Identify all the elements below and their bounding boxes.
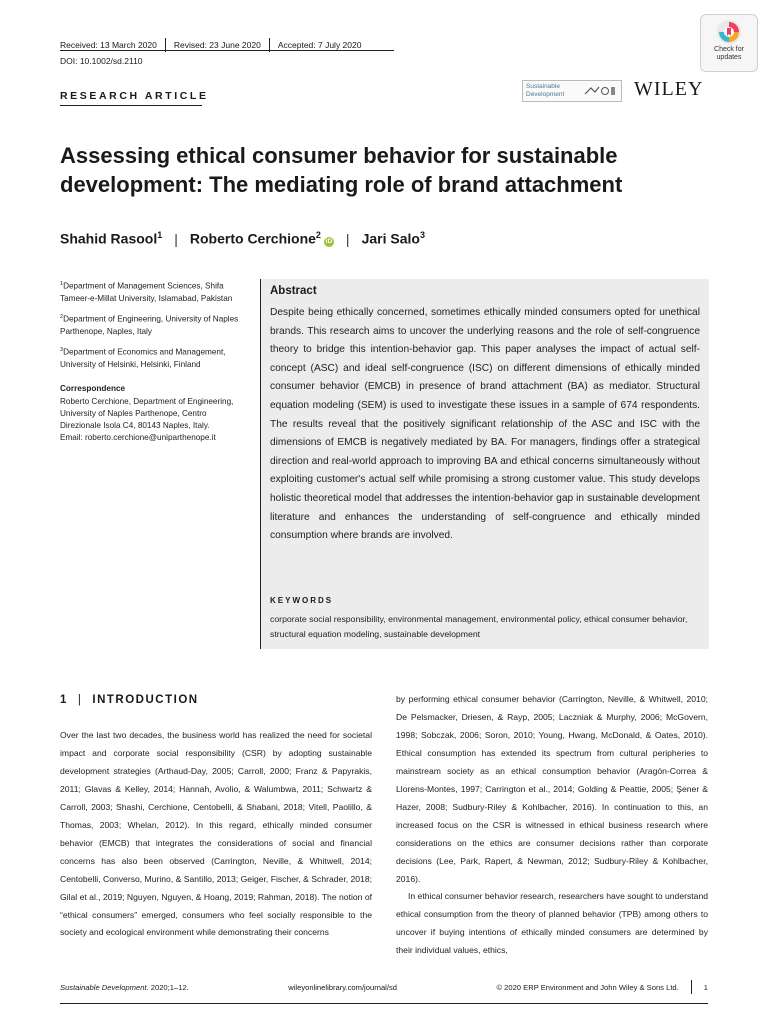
abstract-heading: Abstract [270, 285, 317, 297]
body-column-right [396, 691, 708, 960]
affiliations [60, 278, 248, 444]
article-type: RESEARCH ARTICLE [60, 90, 209, 102]
article-title: Assessing ethical consumer behavior for sustainable development: The mediating role of brand attachment [60, 143, 623, 197]
page-number: 1 [703, 982, 708, 992]
author-separator: | [345, 230, 350, 247]
footer-copyright: © 2020 ERP Environment and John Wiley & Sons Ltd. [496, 982, 679, 992]
divider [691, 980, 692, 994]
correspondence-address: Roberto Cerchione, Department of Engineering, University of Naples Parthenope, Centro Direzionale Isola C4, 80143 Naples, Italy. [60, 396, 234, 431]
page-footer [60, 980, 708, 994]
paragraph: In ethical consumer behavior research, researchers have sought to understand ethical consumption from the theory of planned behavior (TPB) among others to uncover if buying intentions of ethically minded consumers are determined by their individual values, ethics, [396, 891, 708, 956]
footer-citation: Sustainable Development. 2020;1–12. [60, 982, 189, 992]
check-for-updates-label: Check for updates [714, 46, 744, 61]
received-date: Received: 13 March 2020 [60, 40, 157, 50]
affiliation: $^2$Department of Engineering, University of Naples Parthenope, Naples, Italy [60, 314, 239, 337]
revised-date: Revised: 23 June 2020 [173, 40, 261, 50]
abstract-text: Despite being ethically concerned, sometimes ethically minded consumers opted for unethical brands. This research aims to uncover the underlying reasons and the role of self-congruence theory to bridge this intention-behavior gap. This paper analyses the impact of actual self-concept (ASC) and ideal self-congruence (ISC) on different dimensions of ethically minded consumer behavior (EMCB) in presence of brand attachment (BA) as mediator. Structural equation modeling (SEM) is used to investigate these issues in a sample of 674 respondents. The results reveal that the positively significant relationship of the ASC and ISC with the dimensions of EMCB is negatively mediated by BA. For managers, findings offer a strategical direction and real-world approach to improving BA and ethical concerns simultaneously without exploiting customer's actual self while promising a strong customer value. This study develops holistic theoretical model that addresses the intention-behavior gap in sustainable development literature and enhances the understanding of self-congruence and ethically minded consumption where brands are involved. [270, 307, 700, 542]
section-number: 1 [60, 694, 68, 706]
footer-rule [60, 1003, 708, 1004]
journal-logo [522, 80, 622, 102]
publisher-logo: WILEY [634, 78, 704, 100]
author[interactable]: Roberto Cerchione$^2$iD [189, 230, 333, 247]
author[interactable]: Jari Salo$^3$ [361, 230, 425, 247]
section-separator: | [77, 694, 83, 706]
section-heading [60, 694, 199, 706]
crossmark-icon [716, 19, 742, 45]
journal-emblem-icon [583, 85, 617, 97]
section-title: INTRODUCTION [92, 694, 199, 706]
article-type-underline [60, 105, 202, 106]
check-for-updates-button[interactable] [700, 14, 758, 72]
affiliation: $^3$Department of Economics and Management, University of Helsinki, Helsinki, Finland [60, 347, 226, 370]
accepted-date: Accepted: 7 July 2020 [277, 40, 362, 50]
header-rule [60, 50, 394, 51]
correspondence-heading: Correspondence [60, 384, 126, 394]
journal-logo-text: Sustainable Development [526, 83, 565, 98]
author-list [60, 230, 425, 247]
affiliation: $^1$Department of Management Sciences, Shifa Tameer-e-Millat University, Islamabad, Pakistan [60, 281, 233, 303]
doi[interactable]: DOI: 10.1002/sd.2110 [60, 56, 143, 66]
paragraph: Over the last two decades, the business world has realized the need for societal impact and corporate social responsibility (CSR) by adopting sustainable development strategies (Arthaud-Day, 2005; Carroll, 2000; Franz & Papyrakis, 2011; Glavas & Kelley, 2014; Hannah, Avolio, & Walumbwa, 2011; Schwartz & Carroll, 2003; Shashi, Cerchione, Centobelli, & Shabani, 2018; Vitell, Paolillo, & Thomas, 2003; Whelan, 2012). In this regard, ethically minded consumer behavior (EMCB) that integrates the considerations of social and financial concerns has also been observed (Carrington, Neville, & Whitwell, 2014; Centobelli, Converso, Murino, & Santillo, 2013; Geiger, Fischer, & Schrader, 2018; Gilal et al., 2019; Nguyen, Nguyen, & Hoang, 2019; Rahman, 2018). The notion of “ethical consumers” emerged, consumers who feel socially responsible to the society and ecological environment while demonstrating their concerns [60, 730, 372, 938]
correspondence-email[interactable]: Email: roberto.cerchione@uniparthenope.it [60, 433, 216, 443]
keywords-heading: KEYWORDS [270, 596, 334, 605]
orcid-icon[interactable]: iD [325, 237, 333, 245]
author[interactable]: Shahid Rasool$^1$ [60, 230, 163, 247]
keywords-text: corporate social responsibility, environmental management, environmental policy, ethical consumer behavior, structural equation modeling, sustainable development [270, 614, 688, 639]
paragraph: by performing ethical consumer behavior (Carrington, Neville, & Whitwell, 2010; De Pelsmacker, Driesen, & Rayp, 2005; Laczniak & Murphy, 2006; McGovern, 1998; Sobczak, 2006; Soron, 2010; Young, Hwang, McDonald, & Oates, 2010). Ethical consumption has extended its spectrum from cultural peripheries to mainstream society as an ethical consumption behavior (Aragón-Correa & Llorens-Montes, 1997; Carrington et al., 2014; Golding & Peattie, 2005; Şener & Hazer, 2008; Sudbury-Riley & Kohlbacher, 2016). In continuation to this, an increased focus on the CSR is witnessed in ethical business research where considerations on the ethics are consumer decisions rather than corporate decisions (Lee, Park, Rapert, & Newman, 2012; Sudbury-Riley & Kohlbacher, 2016). [396, 694, 708, 884]
body-column-left [60, 727, 372, 942]
footer-url[interactable]: wileyonlinelibrary.com/journal/sd [288, 982, 397, 992]
author-separator: | [174, 230, 178, 247]
footer-right [496, 980, 708, 994]
